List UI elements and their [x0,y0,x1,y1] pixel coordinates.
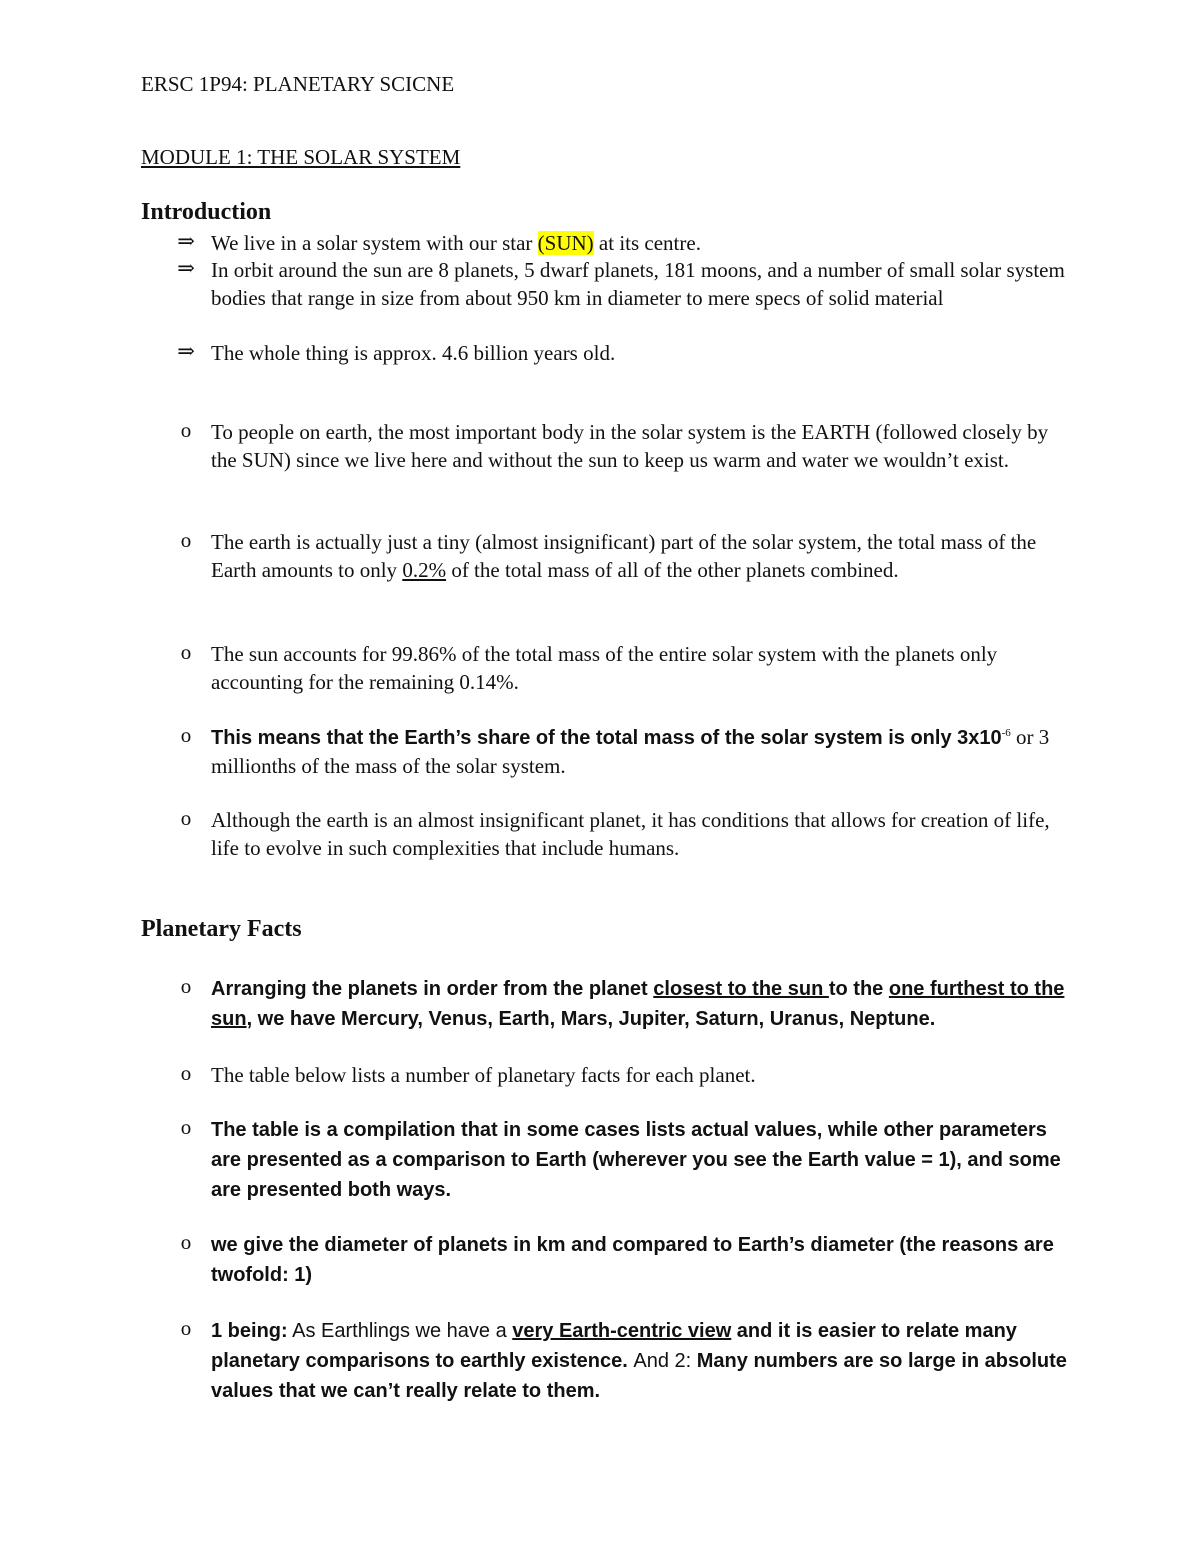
circle-bullet-icon: o [180,640,192,664]
course-title: ERSC 1P94: PLANETARY SCICNE [141,72,455,96]
fact-3 [141,1115,1071,1205]
point-1 [141,418,1071,474]
bullet-text: at its centre. [593,231,701,255]
fact-text: The table below lists a number of planetary facts for each planet. [211,1063,756,1087]
module-title: MODULE 1: THE SOLAR SYSTEM [141,145,461,169]
fact-text: Many numbers are so large in absolute values that we can’t really relate to them. [211,1350,1067,1402]
arrow-bullet-icon: ⇒ [177,256,195,280]
fact-1 [141,974,1071,1034]
intro-bullet-2 [141,256,1071,312]
fact-text: The table is a compilation that in some cases lists actual values, while other parameters are presented as a comparison to Earth (wherever you see the Earth value = 1), and some are presented both ways. [211,1119,1061,1201]
facts-heading: Planetary Facts [141,916,302,942]
arrow-bullet-icon: ⇒ [177,229,195,253]
fact-text: Arranging the planets in order from the planet [211,978,654,1000]
fact-text: As Earthlings we have a [287,1320,513,1342]
point-text: of the total mass of all of the other planets combined. [446,558,899,582]
point-5 [141,806,1071,862]
fact-4 [141,1230,1071,1290]
circle-bullet-icon: o [180,974,192,998]
fact-text: and it is easier to relate many planetary comparisons to earthly existence. [211,1320,1017,1372]
intro-bullet-1 [141,229,1071,257]
underlined-text: one furthest to the sun [211,978,1065,1030]
point-2 [141,528,1071,584]
point-text: Although the earth is an almost insignificant planet, it has conditions that allows for creation of life, life to evolve in such complexities that include humans. [211,808,1050,860]
fact-text: And 2: [633,1350,692,1372]
underlined-text: closest to the sun [653,978,829,1000]
circle-bullet-icon: o [180,806,192,830]
fact-text: we give the diameter of planets in km and compared to Earth’s diameter (the reasons are twofold: 1) [211,1234,1054,1286]
point-3 [141,640,1071,696]
fact-2 [141,1061,1071,1089]
intro-bullet-3 [141,339,1071,367]
bullet-text: In orbit around the sun are 8 planets, 5 dwarf planets, 181 moons, and a number of small solar system bodies that range in size from about 950 km in diameter to mere specs of solid material [211,258,1065,310]
circle-bullet-icon: o [180,1115,192,1139]
lead-text: 1 being: [211,1320,288,1342]
intro-heading: Introduction [141,199,272,225]
underlined-text: very Earth-centric view [512,1320,732,1342]
point-4 [141,723,1071,780]
circle-bullet-icon: o [180,528,192,552]
bullet-text: We live in a solar system with our star [211,231,538,255]
circle-bullet-icon: o [180,723,192,747]
fact-text: to the [828,978,889,1000]
point-text: To people on earth, the most important body in the solar system is the EARTH (followed closely by the SUN) since we live here and without the sun to keep us warm and water we wouldn’t exist. [211,420,1049,472]
exponent: -6 [1001,727,1011,739]
underlined-value: 0.2% [402,558,447,582]
point-text: The earth is actually just a tiny (almost insignificant) part of the solar system, the total mass of the Earth amounts to only [211,530,1037,582]
circle-bullet-icon: o [180,1230,192,1254]
fact-5 [141,1316,1071,1406]
point-text: The sun accounts for 99.86% of the total mass of the entire solar system with the planets only accounting for the remaining 0.14%. [211,642,998,694]
circle-bullet-icon: o [180,1061,192,1085]
circle-bullet-icon: o [180,1316,192,1340]
bold-text: This means that the Earth’s share of the total mass of the solar system is only 3x10 [211,727,1002,749]
fact-text: , we have Mercury, Venus, Earth, Mars, Jupiter, Saturn, Uranus, Neptune. [246,1008,936,1030]
bullet-text: The whole thing is approx. 4.6 billion years old. [211,341,616,365]
point-text: or 3 millionths of the mass of the solar system. [211,725,1050,778]
circle-bullet-icon: o [180,418,192,442]
sun-highlight: (SUN) [537,231,594,255]
arrow-bullet-icon: ⇒ [177,339,195,363]
